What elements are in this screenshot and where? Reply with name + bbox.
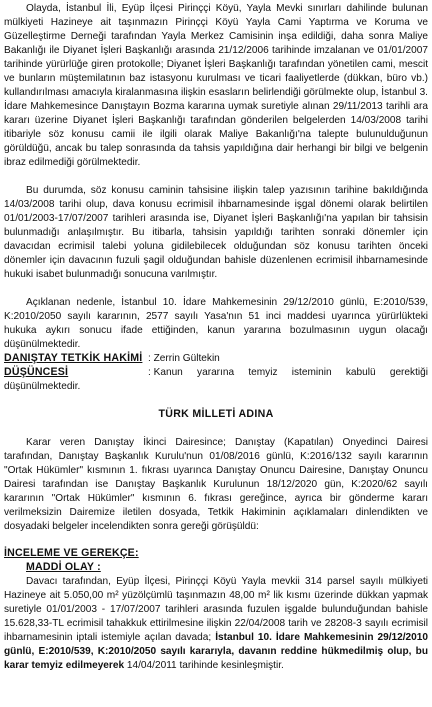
nation-heading: TÜRK MİLLETİ ADINA <box>158 408 274 420</box>
judge-name: : Zerrin Gültekin <box>148 353 220 364</box>
paragraph-material-event <box>4 575 428 673</box>
opinion-continuation: düşünülmektedir. <box>4 381 81 392</box>
paragraph-procedure: Karar veren Danıştay İkinci Dairesince; Danıştay (Kapatılan) Onyedinci Dairesi tarafından, Danıştay Başkanlık Kurulu'nun 01/08/2016 günlü, K:2016/132 sayılı kararının "Ortak Hükümler" kısmının 1. fıkrası uyarınca Danıştay Onuncu Dairesine, Danıştay Onuncu Dairesi tarafından ise Danıştay Başkanlık Kurulunun 18/12/2020 gün, K:2020/62 sayılı kararının "Ortak Hükümler" kısmının 6. fıkrası gereğince, ayrıca bir gönderme kararı verilmeksizin Dairemize iletilen dosyada, Tetkik Hakiminin açıklamaları dinlendikten ve dosyadaki belgeler incelendikten sonra gereği görüşüldü: <box>4 437 428 532</box>
opinion-word: temyiz <box>248 367 278 378</box>
opinion-word: kabulü <box>345 367 376 378</box>
opinion-line <box>148 367 428 378</box>
opinion-word: yararına <box>197 367 235 378</box>
paragraph-conclusion-allocation: Bu durumda, söz konusu caminin tahsisine ilişkin talep yazısının tarihine bakıldığında 14/03/2008 tarihi olup, dava konusu ecrimisil ihbarnamesinde işgal dönemi olarak belirtilen 01/01/2003-17/07/2007 tarihleri arasında ise, Diyanet İşleri Başkanlığı'na yapılan bir tahsisin bulunmadığı anlaşılmıştır. Bu itibarla, tahsisin yapıldığı tarihten sonraki dönemler için davacıdan ecrimisil talebi yoluna gidilebilecek olduğundan söz konusu tarihten önceki dönemler için davacının fuzuli şagil olduğundan bahisle düzenlenen ecrimisil ihbarnamesinde hukuki isabet bulunmadığı sonucuna varılmıştır. <box>4 185 428 280</box>
opinion-word: : Kanun <box>148 367 183 378</box>
judge-label: DANIŞTAY TETKİK HAKİMİ <box>4 352 143 364</box>
opinion-word: isteminin <box>291 367 332 378</box>
paragraph-facts-protocol: Olayda, İstanbul İli, Eyüp İlçesi Pirinççi Köyü, Yayla Mevki sınırları dahilinde bulunan mülkiyeti Hazineye ait taşınmazın Pirinççi Köyü Yayla Cami Yaptırma ve Koruma ve Güzelleştirme Derneği tarafından Yayla Merkez Camisinin inşa edildiği, daha sonra Maliye Bakanlığı ile Diyanet İşleri Başkanlığı arasında 21/12/2006 tarihinde imzalanan ve 01/01/2007 tarihinde yürürlüğe giren protokolle; Diyanet İşleri Başkanlığı tarafından yönetilen cami, mescit ve bunların müştemilatının baz istasyonu kurulması ve ticari faaliyetlerde (dükkan, büro vb.) kullandırılması amacıyla kiralanmasına ilişkin esasların belirlendiği görülmekte olup, İstanbul 3. İdare Mahkemesince Danıştayın Bozma kararına uymak suretiyle alınan 29/11/2013 tarihli ara kararı üzerine Diyanet İşleri Başkanlığı tarafından gönderilen belgelerden 14/03/2008 tarihi itibariyle söz konusu camii ile ilgili olarak Maliye Bakanlığı'na talepte bulunulduğunun görüldüğü, ancak bu talep sonrasında da tahsis yapıldığına dair herhangi bir bilgi ve belgenin ibraz edilmediği görülmektedir. <box>4 3 428 168</box>
finalization-text: 14/04/2011 tarihinde kesinleşmiştir. <box>124 660 284 671</box>
court-decision-bold: İstanbul 10. İdare Mahkemesinin 29/12/2010 günlü, E:2010/539, K:2010/2050 sayılı kararıyla, davanın reddine hükmedilmiş olup, bu karar temyiz edilmeyerek <box>4 632 428 671</box>
opinion-label: DÜŞÜNCESİ <box>4 366 69 378</box>
section-heading: İNCELEME VE GEREKÇE: <box>4 547 139 559</box>
material-event-text: Davacı tarafından, Eyüp İlçesi, Pirinççi Köyü Yayla mevkii 314 parsel sayılı mülkiyeti Hazineye ait 5.050,00 m² yüzölçümlü taşınmazın 48,00 m² lik kısmı üzerinde dükkan yapmak suretiyle 01/01/2003 - 17/07/2007 tarihleri arasında fuzulen işgalde bulunduğundan bahisle 15.628,33-TL ecrimisil tahakkuk ettirilmesine ilişkin 22/04/2008 tarih ve 28208-3 sayılı ecrimisil ihbarnamesinin iptali istemiyle açılan davada; <box>4 576 428 643</box>
opinion-word: gerektiği <box>389 367 428 378</box>
paragraph-reasoning: Açıklanan nedenle, İstanbul 10. İdare Mahkemesinin 29/12/2010 günlü, E:2010/539, K:2010/2050 sayılı kararının, 2577 sayılı Yasa'nın 51 inci maddesi uyarınca yürürlükteki hukuka aykırı sonucu ifade ettiğinden, kanun yararına bozulmasının uygun olacağı düşünülmektedir. <box>4 297 428 350</box>
sub-heading: MADDİ OLAY : <box>26 561 101 573</box>
